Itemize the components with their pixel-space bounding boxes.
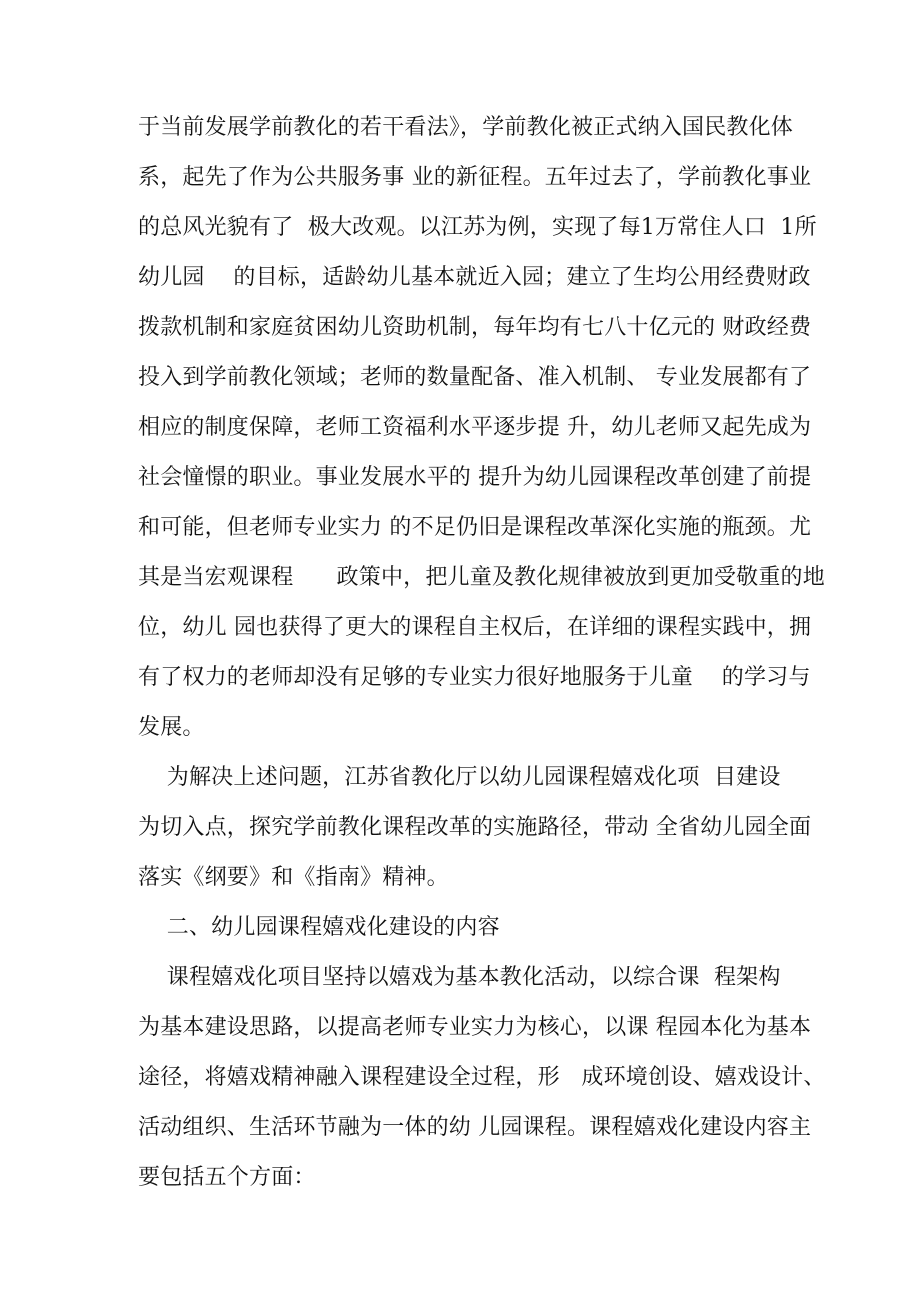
text-line: 要包括五个方面： xyxy=(138,1165,316,1190)
text-line: 有了权力的老师却没有足够的专业实力很好地服务于儿童 的学习与 xyxy=(138,665,811,690)
text-line: 社会憧憬的职业。事业发展水平的 提升为幼儿园课程改革创建了前提 xyxy=(138,465,812,490)
text-line: 落实《纲要》和《指南》精神。 xyxy=(138,865,449,890)
text-line: 为基本建设思路，以提高老师专业实力为核心，以课 程园本化为基本 xyxy=(138,1015,812,1040)
text-line: 于当前发展学前教化的若干看法》，学前教化被正式纳入国民教化体 xyxy=(138,115,794,140)
text-line: 投入到学前教化领域；老师的数量配备、准入机制、 专业发展都有了 xyxy=(138,365,812,390)
text-line: 课程嬉戏化项目坚持以嬉戏为基本教化活动，以综合课 程架构 xyxy=(138,965,781,990)
text-line: 活动组织、生活环节融为一体的幼 儿园课程。课程嬉戏化建设内容主 xyxy=(138,1115,812,1140)
text-line: 位，幼儿 园也获得了更大的课程自主权后，在详细的课程实践中，拥 xyxy=(138,615,812,640)
text-line: 幼儿园 的目标，适龄幼儿基本就近入园；建立了生均公用经费财政 xyxy=(138,265,811,290)
text-line: 相应的制度保障，老师工资福利水平逐步提 升，幼儿老师又起先成为 xyxy=(138,415,812,440)
text-line: 其是当宏观课程 政策中，把儿童及教化规律被放到更加受敬重的地 xyxy=(138,565,825,590)
text-line: 系，起先了作为公共服务事 业的新征程。五年过去了，学前教化事业 xyxy=(138,165,812,190)
text-line: 为切入点，探究学前教化课程改革的实施路径，带动 全省幼儿园全面 xyxy=(138,815,812,840)
text-line: 途径，将嬉戏精神融入课程建设全过程，形 成环境创设、嬉戏设计、 xyxy=(138,1065,826,1090)
text-line: 的总风光貌有了 极大改观。以江苏为例，实现了每1万常住人口 1所 xyxy=(138,215,817,240)
section-heading: 二、幼儿园课程嬉戏化建设的内容 xyxy=(138,915,500,940)
text-line: 拨款机制和家庭贫困幼儿资助机制，每年均有七八十亿元的 财政经费 xyxy=(138,315,812,340)
text-line: 发展。 xyxy=(138,715,205,740)
text-line: 为解决上述问题，江苏省教化厅以幼儿园课程嬉戏化项 目建设 xyxy=(138,765,781,790)
text-line: 和可能，但老师专业实力 的不足仍旧是课程改革深化实施的瓶颈。尤 xyxy=(138,515,812,540)
